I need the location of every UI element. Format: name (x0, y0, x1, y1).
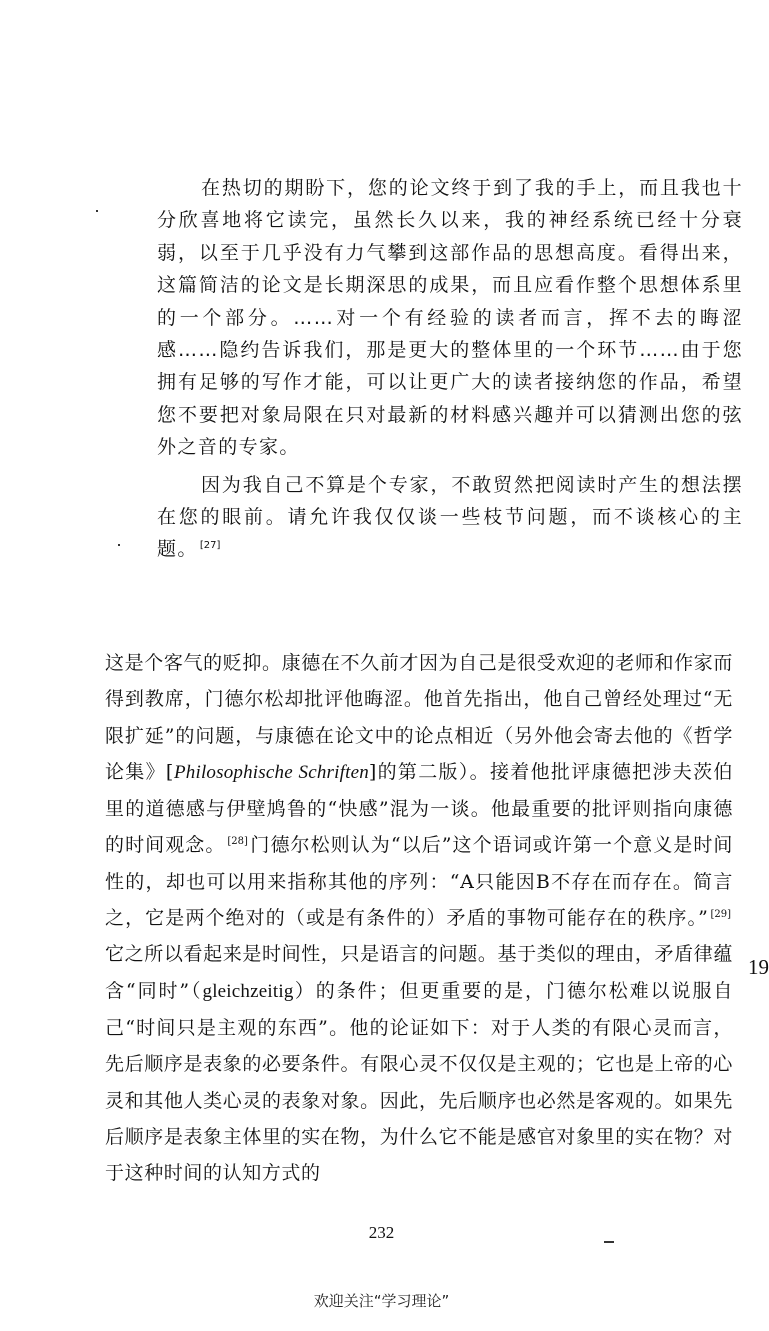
block-quote (157, 172, 743, 566)
quote-paragraph-1: 在热切的期盼下，您的论文终于到了我的手上，而且我也十分欣喜地将它读完，虽然长久以来，我的神经系统已经十分衰弱，以至于几乎没有力气攀到这部作品的思想高度。看得出来，这篇简洁的论文是长期深思的成果，而且应看作整个思想体系里的一个部分。……对一个有经验的读者而言，挥不去的晦涩感……隐约告诉我们，那是更大的整体里的一个环节……由于您拥有足够的写作才能，可以让更广大的读者接纳您的作品，希望您不要把对象局限在只对最新的材料感兴趣并可以猜测出您的弦外之音的专家。 (157, 177, 743, 459)
body-text-4: 它之所以看起来是时间性，只是语言的问题。基于类似的理由，矛盾律蕴含“同时”（ (105, 943, 733, 1002)
scan-mark (604, 1241, 614, 1243)
footer-text: 欢迎关注“学习理论” (313, 1292, 450, 1310)
footnote-ref-28: [28] (227, 836, 248, 848)
book-title-italic: Philosophische Schriften (173, 761, 369, 783)
body-text-5: ）的条件；但更重要的是，门德尔松难以说服自己“时间只是主观的东西”。他的论证如下：对于人类的有限心灵而言，先后顺序是表象的必要条件。有限心灵不仅仅是主观的；它也是上帝的心灵和其他人类心灵的表象对象。因此，先后顺序也必然是客观的。如果先后顺序是表象主体里的实在物，为什么它不能是感官对象里的实在物？对于这种时间的认知方式的 (105, 979, 733, 1185)
margin-page-number: 19 (748, 955, 769, 979)
quote-paragraph-2-text: 因为我自己不算是个专家，不敢贸然把阅读时产生的想法摆在您的眼前。请允许我仅仅谈一些枝节问题，而不谈核心的主题。 (157, 473, 743, 561)
body-text-2: ]的第二版）。接着他批评康德把涉夫茨伯里的道德感与伊壁鸠鲁的“快感”混为一谈。他最重要的批评则指向康德的时间观念。 (105, 760, 733, 857)
quote-paragraph-2 (157, 469, 743, 566)
footnote-ref-27: [27] (199, 540, 221, 552)
body-text-1: 这是个客气的贬抑。康德在不久前才因为自己是很受欢迎的老师和作家而得到教席，门德尔松却批评他晦涩。他首先指出，他自己曾经处理过“无限扩延”的问题，与康德在论文中的论点相近（另外他会寄去他的《哲学论集》[ (105, 652, 733, 783)
scan-dot (118, 544, 120, 546)
body-text-3: 门德尔松则认为“以后”这个语词或许第一个意义是时间性的，却也可以用来指称其他的序列：“A只能因B不存在而存在。简言之，它是两个绝对的（或是有条件的）矛盾的事物可能存在的秩序。” (105, 834, 733, 930)
german-term: gleichzeitig (202, 980, 294, 1002)
footnote-ref-29: [29] (710, 908, 731, 920)
page-number: 232 (368, 1223, 395, 1242)
scan-dot (96, 210, 98, 212)
main-paragraph (105, 645, 733, 1191)
